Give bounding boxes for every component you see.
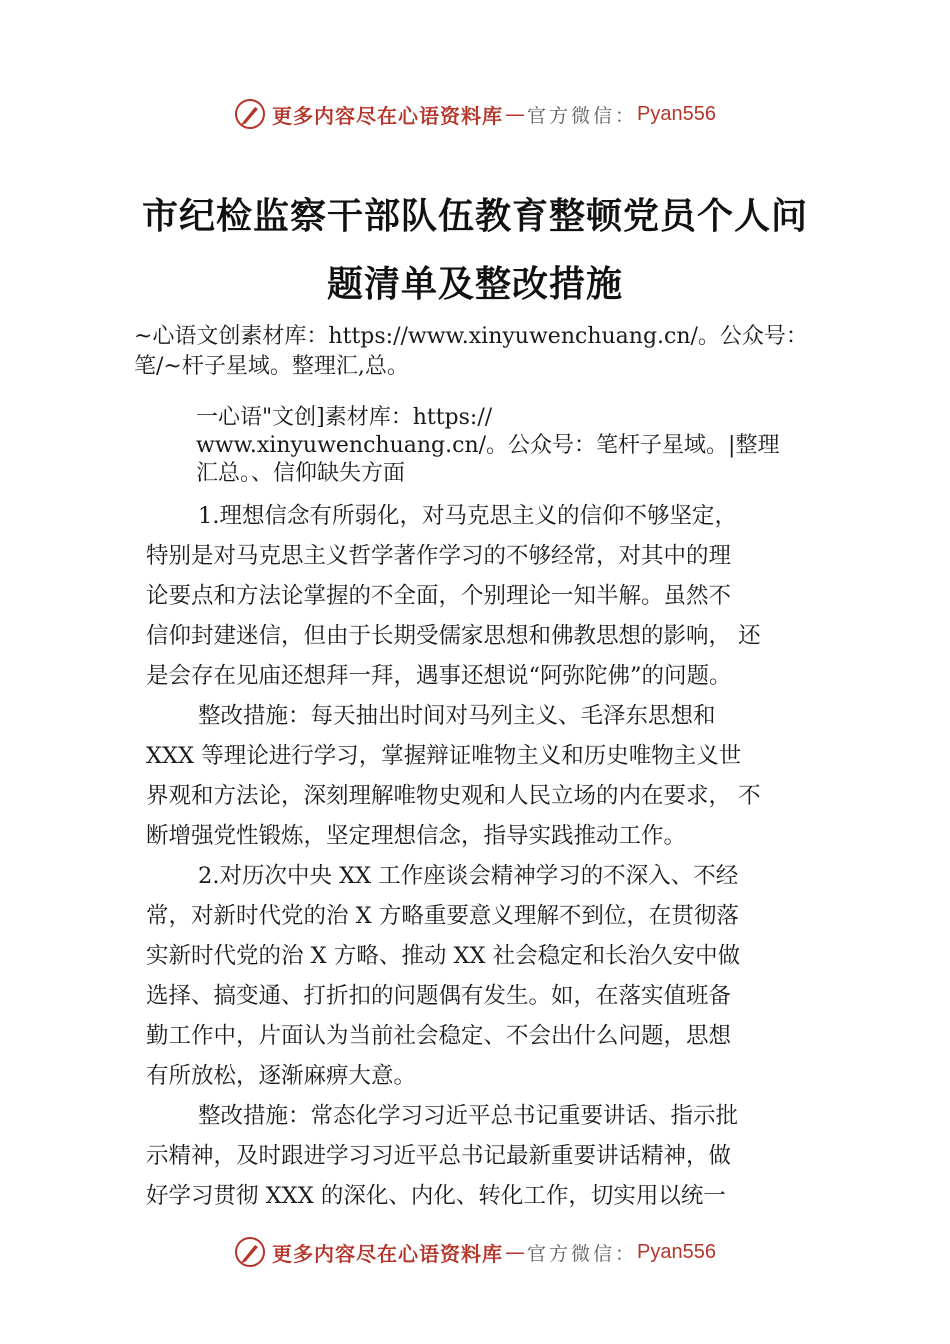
banner-brand-text: 更多内容尽在心语资料库 (272, 103, 503, 128)
source-note-line: 一心语"文创]素材库：https:// (196, 405, 493, 430)
document-title-line-2: 题清单及整改措施 (326, 263, 623, 305)
footer-banner (0, 1232, 950, 1272)
source-note-secondary (196, 404, 779, 488)
source-note (134, 322, 808, 382)
paragraph-line: 断增强党性锻炼，坚定理想信念，指导实践推动工作。 (146, 823, 687, 849)
paragraph-line: 整改措施：每天抽出时间对马列主义、毛泽东思想和 (198, 703, 716, 729)
banner-brand-text: 更多内容尽在心语资料库 (272, 1241, 503, 1266)
source-note-line: ~心语文创素材库：https://www.xinyuwenchuang.cn/。公众号： (134, 324, 808, 349)
paragraph-line: 是会存在见庙还想拜一拜，遇事还想说“阿弥陀佛”的问题。 (146, 663, 732, 689)
source-note-line: 笔/~杆子星域。整理汇,总。 (134, 354, 409, 379)
paragraph-issue-1 (146, 496, 826, 696)
banner-separator: — (505, 102, 525, 126)
paragraph-line: 常，对新时代党的治 X 方略重要意义理解不到位，在贯彻落 (146, 903, 739, 929)
quill-pen-logo-icon (234, 98, 266, 130)
paragraph-measures-1 (146, 696, 826, 856)
banner-wechat-id: Pyan556 (637, 102, 716, 125)
paragraph-line: 整改措施：常态化学习习近平总书记重要讲话、指示批 (198, 1103, 739, 1129)
banner-wechat-label: 官方微信： (527, 1242, 638, 1265)
header-banner (0, 94, 950, 134)
paragraph-line: 1.理想信念有所弱化，对马克思主义的信仰不够坚定， (198, 503, 737, 529)
paragraph-line: 勤工作中，片面认为当前社会稳定、不会出什么问题，思想 (146, 1023, 732, 1049)
paragraph-line: 有所放松，逐渐麻痹大意。 (146, 1063, 417, 1089)
paragraph-line: 示精神，及时跟进学习习近平总书记最新重要讲话精神，做 (146, 1143, 732, 1169)
banner-wechat-label: 官方微信： (527, 104, 638, 127)
document-title-line-1: 市纪检监察干部队伍教育整顿党员个人问 (141, 195, 808, 237)
source-note-line: www.xinyuwenchuang.cn/。公众号：笔杆子星域。|整理 (196, 433, 780, 458)
paragraph-measures-2 (146, 1096, 826, 1216)
paragraph-line: 实新时代党的治 X 方略、推动 XX 社会稳定和长治久安中做 (146, 943, 741, 969)
paragraph-line: 信仰封建迷信，但由于长期受儒家思想和佛教思想的影响， 还 (146, 623, 761, 649)
paragraph-line: 2.对历次中央 XX 工作座谈会精神学习的不深入、不经 (198, 863, 739, 889)
quill-pen-logo-icon (234, 1236, 266, 1268)
paragraph-issue-2 (146, 856, 826, 1096)
paragraph-line: XXX 等理论进行学习，掌握辩证唯物主义和历史唯物主义世 (146, 743, 742, 769)
paragraph-line: 界观和方法论，深刻理解唯物史观和人民立场的内在要求， 不 (146, 783, 761, 809)
paragraph-line: 好学习贯彻 XXX 的深化、内化、转化工作，切实用以统一 (146, 1183, 726, 1209)
paragraph-line: 选择、搞变通、打折扣的问题偶有发生。如，在落实值班备 (146, 983, 732, 1009)
banner-wechat-id: Pyan556 (637, 1240, 716, 1263)
paragraph-line: 论要点和方法论掌握的不全面，个别理论一知半解。虽然不 (146, 583, 732, 609)
banner-separator: — (505, 1240, 525, 1264)
paragraph-line: 特别是对马克思主义哲学著作学习的不够经常，对其中的理 (146, 543, 732, 569)
source-note-line: 汇总。、信仰缺失方面 (196, 461, 406, 486)
